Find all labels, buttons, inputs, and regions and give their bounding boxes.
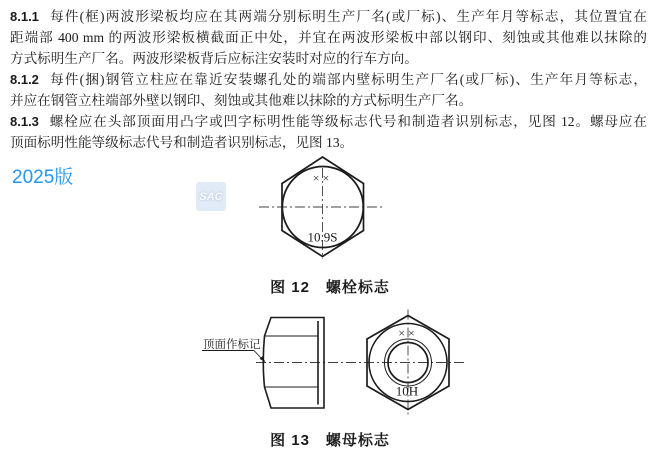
- clause-text: 距端部 400 mm 的两波形梁板横截面正中处，并宜在两波形梁板中部以钢印、刻蚀或其他难以抹除的: [10, 30, 647, 45]
- fig13-grade-mark: 10H: [395, 383, 419, 399]
- clause-8.1.2-line-1: [10, 69, 647, 90]
- fig13-leader-label: 顶面作标记: [203, 339, 261, 351]
- clause-text: 方式标明生产厂名。两波形梁板背后应标注安装时对应的行车方向。: [10, 51, 418, 66]
- figure13-nut-marking-drawing: [193, 302, 478, 422]
- clause-8.1.2-line-2: [10, 90, 647, 111]
- clause-8.1.1-line-2: [10, 27, 647, 48]
- clause-text: 每件(捆)钢管立柱应在靠近安装螺孔处的端部内壁标明生产厂名(或厂标)、生产年月等标志，: [48, 72, 647, 87]
- fig12-manufacturer-mark: ××: [312, 171, 333, 185]
- clause-number: 8.1.2: [10, 72, 39, 87]
- edition-label: 2025版: [12, 167, 74, 188]
- clause-text: 螺栓应在头部顶面用凸字或凹字标明性能等级标志代号和制造者识别标志，见图 12。螺母应在: [48, 114, 647, 129]
- clause-number: 8.1.1: [10, 9, 39, 24]
- fig13-manufacturer-mark: ××: [398, 326, 418, 340]
- sac-watermark-logo: [196, 182, 226, 211]
- fig12-grade-mark: 10.9S: [307, 229, 338, 245]
- figure12-caption: 图 12 螺栓标志: [270, 279, 390, 296]
- clause-text: 顶面标明性能等级标志代号和制造者识别标志，见图 13。: [10, 135, 354, 150]
- clause-text: 每件(框)两波形梁板均应在其两端分别标明生产厂名(或厂标)、生产年月等标志，其位置宜在: [48, 9, 647, 24]
- clause-8.1.1-line-1: [10, 6, 647, 27]
- clause-text: 并应在钢管立柱端部外壁以钢印、刻蚀或其他难以抹除的方式标明生产厂名。: [10, 93, 473, 108]
- clause-text-block: [10, 6, 647, 153]
- figure13-caption: 图 13 螺母标志: [270, 432, 390, 449]
- clause-8.1.1-line-3: [10, 48, 647, 69]
- clause-8.1.3-line-1: [10, 111, 647, 132]
- figure12-bolt-marking-drawing: [225, 153, 425, 273]
- sac-watermark-text: SAC: [199, 190, 223, 203]
- clause-number: 8.1.3: [10, 114, 39, 129]
- clause-8.1.3-line-2: [10, 132, 647, 153]
